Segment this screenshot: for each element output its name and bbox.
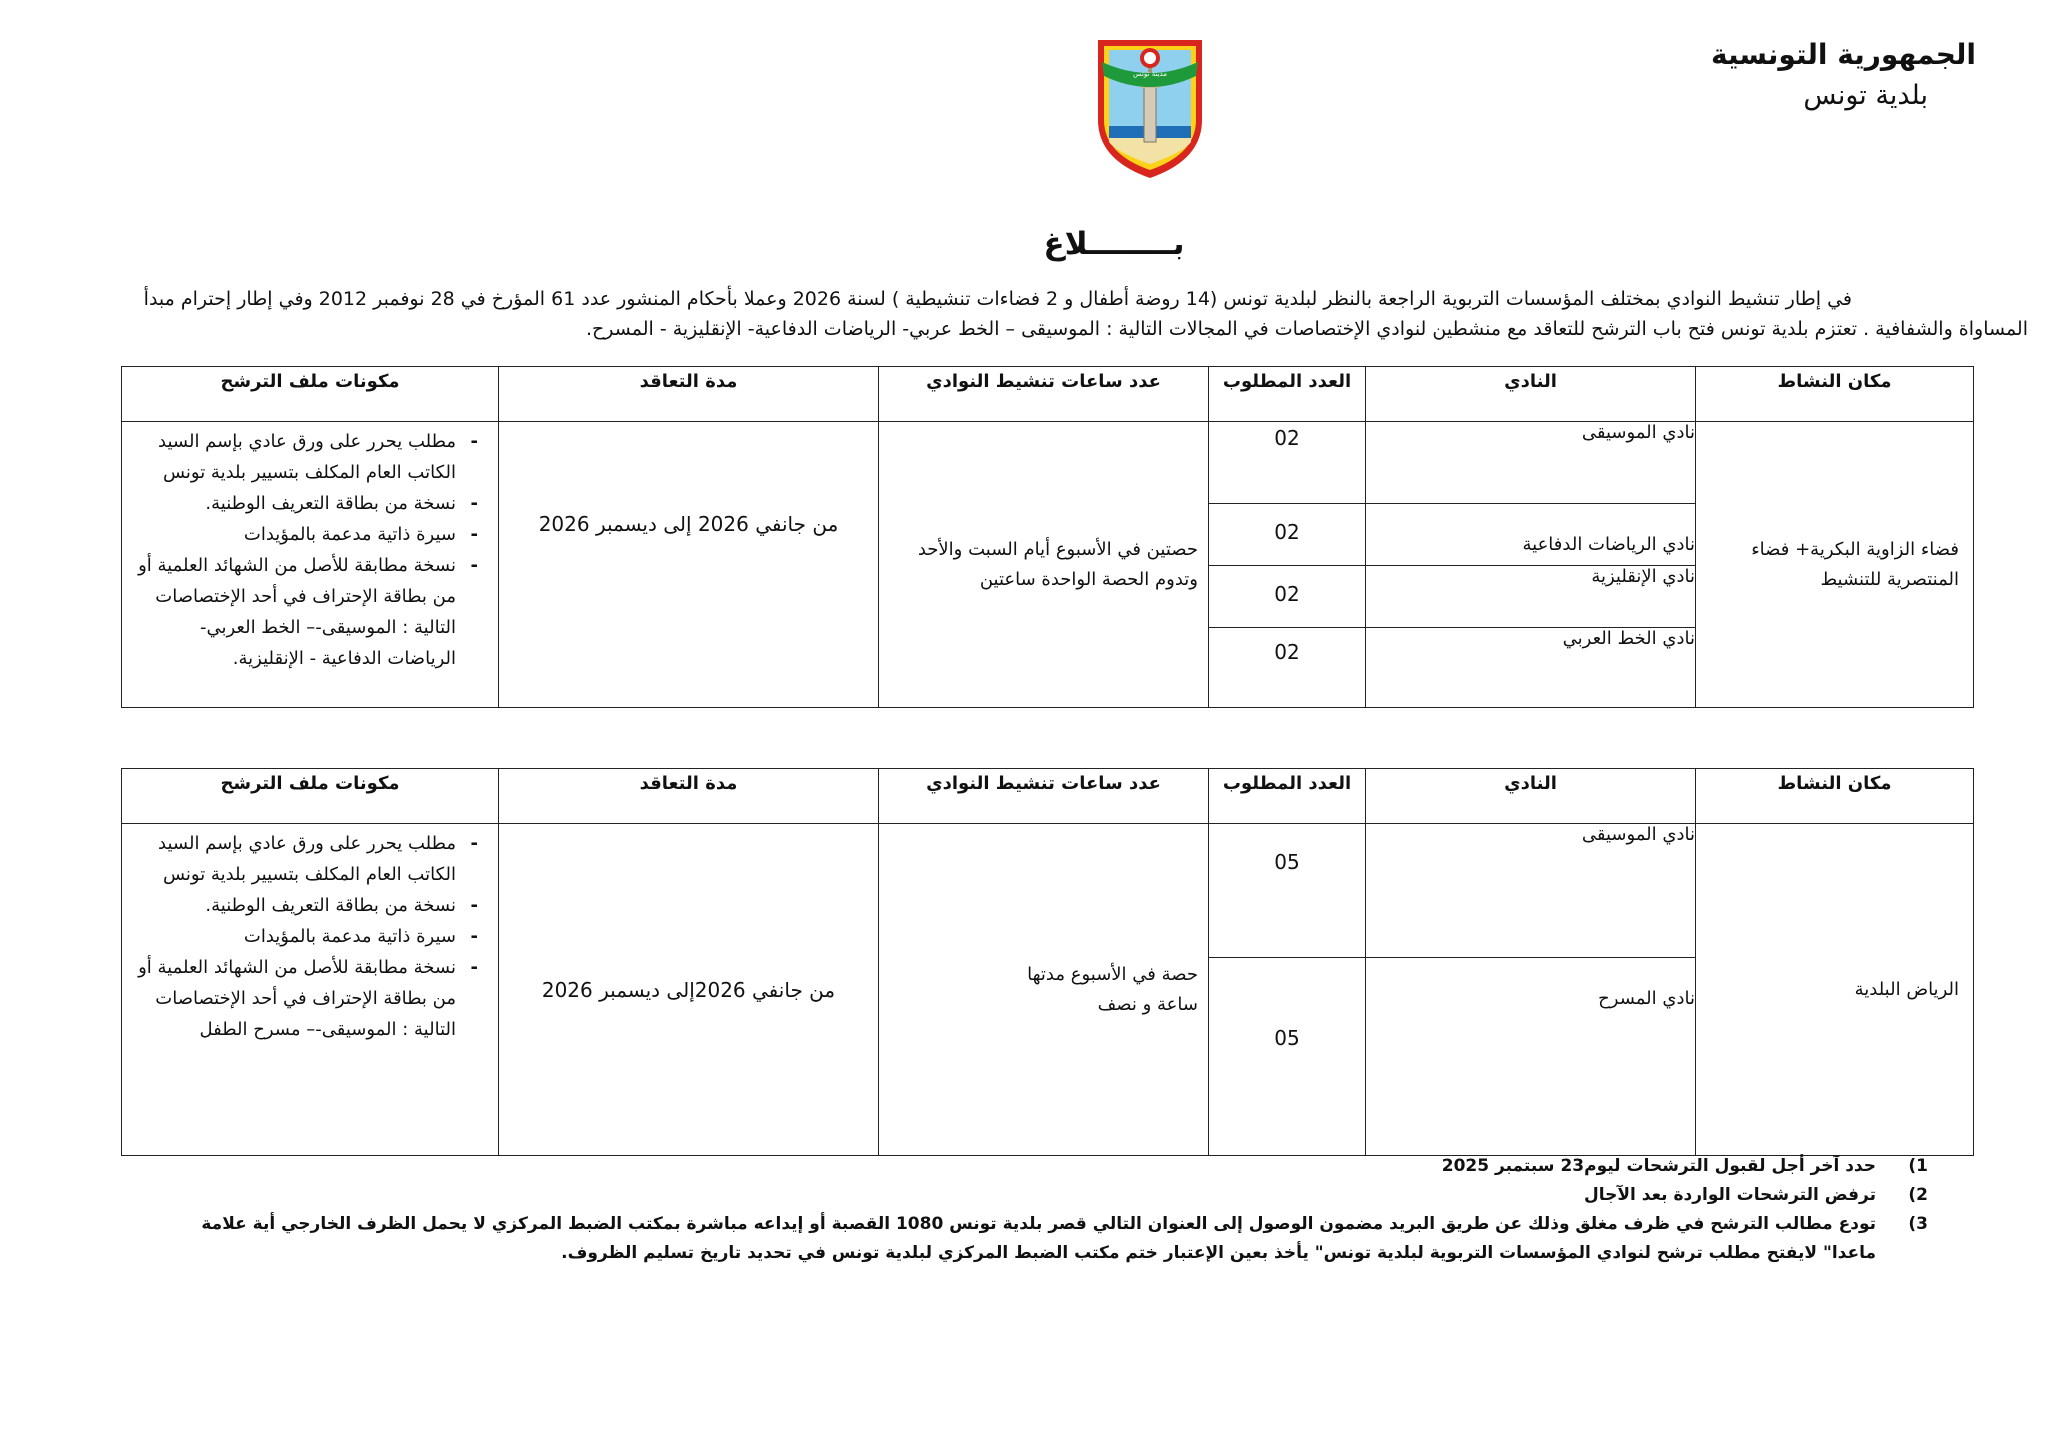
club-cell: نادي الرياضات الدفاعية: [1366, 504, 1696, 566]
hours-cell: حصة في الأسبوع مدتها ساعة و نصف: [879, 824, 1209, 1156]
list-item: - مطلب يحرر على ورق عادي بإسم السيد: [132, 828, 468, 859]
list-item: - سيرة ذاتية مدعمة بالمؤيدات: [132, 921, 468, 952]
footer-item: [128, 1152, 1928, 1181]
header-club: النادي: [1366, 367, 1696, 422]
footer-item-text: تودع مطالب الترشح في ظرف مغلق وذلك عن طريق البريد مضمون الوصول إلى العنوان التالي قصر بلدية تونس 1080 القصبة أو إيداعه مباشرة بمكتب الضبط المركزي لا يحمل الظرف الخارجي أية علامة: [201, 1214, 1876, 1234]
club-cell: نادي الموسيقى: [1366, 824, 1696, 958]
municipality-heading: بلدية تونس: [1803, 80, 1928, 111]
footer-item-number: 1): [1908, 1156, 1928, 1176]
tunis-municipality-crest: [1094, 36, 1206, 182]
intro-line-2: المساواة والشفافية . تعتزم بلدية تونس فتح باب الترشح للتعاقد مع منشطين لنوادي الإختصاصات في المجالات التالية : الموسيقى – الخط عربي- الرياضات الدفاعية- الإنقليزية - المسرح.: [585, 318, 2028, 340]
list-item: - نسخة من بطاقة التعريف الوطنية.: [132, 488, 468, 519]
count-cell: 05: [1209, 824, 1366, 958]
footer-item-number: [1876, 1239, 1928, 1268]
notice-title: بــــــــلاغ: [1043, 226, 1185, 262]
list-item: التالية : الموسيقى-– الخط العربي-: [199, 617, 456, 638]
count-cell: 02: [1209, 566, 1366, 628]
file-requirements-list: [122, 824, 498, 1045]
list-item: - سيرة ذاتية مدعمة بالمؤيدات: [132, 519, 468, 550]
list-item: - نسخة مطابقة للأصل من الشهائد العلمية أو: [132, 952, 468, 983]
hours-cell: حصتين في الأسبوع أيام السبت والأحد وتدوم الحصة الواحدة ساعتين: [879, 422, 1209, 708]
footer-item-text: ترفض الترشحات الواردة بعد الآجال: [1583, 1185, 1876, 1205]
count-cell: 02: [1209, 628, 1366, 708]
list-item: الكاتب العام المكلف بتسيير بلدية تونس: [162, 462, 456, 483]
duration-cell: من جانفي 2026 إلى ديسمبر 2026: [499, 422, 879, 708]
file-cell: [122, 824, 499, 1156]
footer-item: [128, 1239, 1928, 1268]
footer-item: [128, 1181, 1928, 1210]
footer-notes: [128, 1152, 1928, 1268]
table-header-row: [122, 367, 1974, 422]
table-row: [122, 824, 1974, 958]
list-item: - نسخة مطابقة للأصل من الشهائد العلمية أو: [132, 550, 468, 581]
count-cell: 02: [1209, 504, 1366, 566]
file-requirements-list: [122, 422, 498, 674]
header-hours: عدد ساعات تنشيط النوادي: [879, 769, 1209, 824]
count-cell: 02: [1209, 422, 1366, 504]
footer-item: [128, 1210, 1928, 1239]
list-item: من بطاقة الإحتراف في أحد الإختصاصات: [155, 586, 456, 607]
list-item: - نسخة من بطاقة التعريف الوطنية.: [132, 890, 468, 921]
footer-item-text: ماعدا" لايفتح مطلب ترشح لنوادي المؤسسات التربوية لبلدية تونس" يأخذ بعين الإعتبار ختم مكتب الضبط المركزي لبلدية تونس في تحديد تاريخ تسليم الظروف.: [561, 1243, 1876, 1263]
list-item: - مطلب يحرر على ورق عادي بإسم السيد: [132, 426, 468, 457]
club-cell: نادي الإنقليزية: [1366, 566, 1696, 628]
header-club: النادي: [1366, 769, 1696, 824]
list-item: التالية : الموسيقى-– مسرح الطفل: [199, 1019, 456, 1040]
header-file: مكونات ملف الترشح: [122, 367, 499, 422]
crest-banner-text: مدينة تونس: [1133, 70, 1167, 78]
duration-cell: من جانفي 2026إلى ديسمبر 2026: [499, 824, 879, 1156]
table-header-row: [122, 769, 1974, 824]
footer-item-text: حدد آخر أجل لقبول الترشحات ليوم23 سبتمبر 2025: [1441, 1156, 1876, 1176]
club-cell: نادي المسرح: [1366, 958, 1696, 1156]
location-cell: فضاء الزاوية البكرية+ فضاء المنتصرية للتنشيط: [1696, 422, 1974, 708]
header-location: مكان النشاط: [1696, 367, 1974, 422]
footer-item-number: 2): [1908, 1185, 1928, 1205]
intro-line-1: في إطار تنشيط النوادي بمختلف المؤسسات التربوية الراجعة بالنظر لبلدية تونس (14 روضة أطفال و 2 فضاءات تنشيطية ) لسنة 2026 وعملا بأحكام المنشور عدد 61 المؤرخ في 28 نوفمبر 2012 وفي إطار إحترام مبدأ: [143, 288, 1852, 310]
club-cell: نادي الموسيقى: [1366, 422, 1696, 504]
header-location: مكان النشاط: [1696, 769, 1974, 824]
club-cell: نادي الخط العربي: [1366, 628, 1696, 708]
header-duration: مدة التعاقد: [499, 769, 879, 824]
header-duration: مدة التعاقد: [499, 367, 879, 422]
header-count: العدد المطلوب: [1209, 769, 1366, 824]
list-item: الرياضات الدفاعية - الإنقليزية.: [232, 648, 456, 669]
table-row: [122, 422, 1974, 504]
count-cell: 05: [1209, 958, 1366, 1156]
header-hours: عدد ساعات تنشيط النوادي: [879, 367, 1209, 422]
list-item: من بطاقة الإحتراف في أحد الإختصاصات: [155, 988, 456, 1009]
clubs-table-2: [121, 768, 1974, 1156]
footer-item-number: 3): [1908, 1214, 1928, 1234]
location-cell: الرياض البلدية: [1696, 824, 1974, 1156]
file-cell: [122, 422, 499, 708]
republic-heading: الجمهورية التونسية: [1711, 38, 1976, 71]
header-file: مكونات ملف الترشح: [122, 769, 499, 824]
list-item: الكاتب العام المكلف بتسيير بلدية تونس: [162, 864, 456, 885]
clubs-table-1: [121, 366, 1974, 708]
header-count: العدد المطلوب: [1209, 367, 1366, 422]
